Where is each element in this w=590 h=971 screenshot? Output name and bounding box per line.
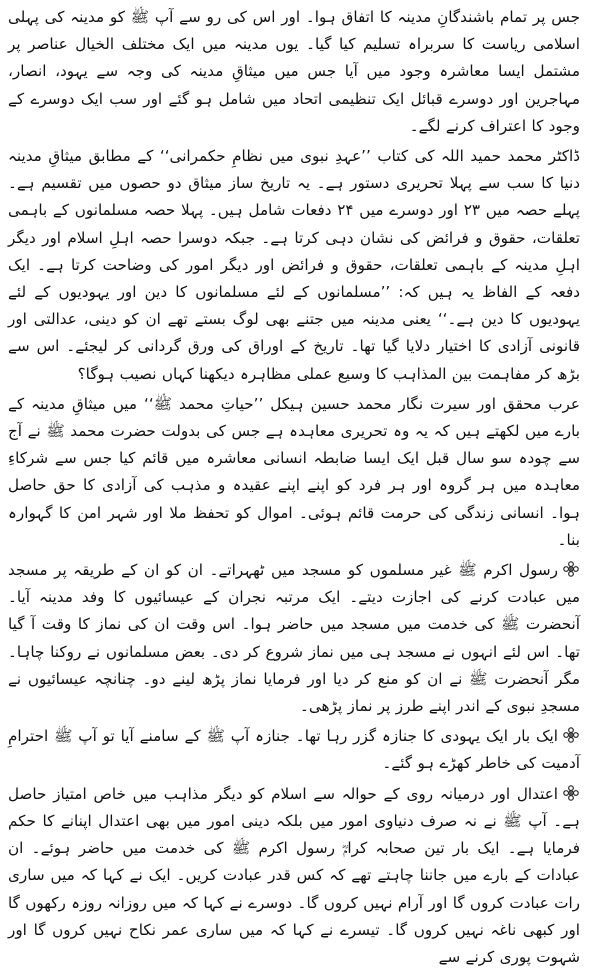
paragraph-text: جس پر تمام باشندگانِ مدینہ کا اتفاق ہوا۔ اور اس کی رو سے آپ ﷺ کو مدینہ کی پہلی اسلامی ریاست کا سربراہ تسلیم کیا گیا۔ یوں مدینہ میں ایک مختلف الخیال عناصر پر مشتمل ایسا معاشرہ وجود میں آیا جس میں میثاقِ مدینہ کی وجہ سے یہود، انصار، مہاجرین اور دوسرے قبائل ایک تنظیمی اتحاد میں شامل ہو گئے اور سب ایک دوسرے کے وجود کا اعتراف کرنے لگے۔ [8, 8, 580, 135]
paragraph-hamidullah-constitution [8, 143, 580, 388]
paragraph-text: ڈاکٹر محمد حمید اللہ کی کتاب ’’عہدِ نبوی میں نظامِ حکمرانی‘‘ کے مطابق میثاقِ مدینہ دنیا کا سب سے پہلا تحریری دستور ہے۔ یہ تاریخ ساز میثاق دو حصوں میں تقسیم ہے۔ پہلے حصہ میں ۲۳ اور دوسرے میں ۲۴ دفعات شامل ہیں۔ پہلا حصہ مسلمانوں کے باہمی تعلقات، حقوق و فرائض کی نشان دہی کرتا ہے۔ جبکہ دوسرا حصہ اہلِ اسلام اور دیگر اہلِ مدینہ کے باہمی تعلقات، حقوق و فرائض اور دیگر امور کی وضاحت کرتا ہے۔ ایک دفعہ کے الفاظ یہ ہیں کہ: ’’مسلمانوں کے لئے مسلمانوں کا دین اور یہودیوں کے لئے یہودیوں کا دین ہے۔‘‘ یعنی مدینہ میں جتنے بھی لوگ بستے تھے ان کو دینی، عدالتی اور قانونی آزادی کا اختیار دلایا گیا تھا۔ تاریخ کے اوراق کی ورق گردانی کر لیجئے۔ اس سے بڑھ کر مفاہمت بین المذاہب کا وسیع عملی مظاہرہ دیکھنا کہاں نصیب ہوگا؟ [8, 147, 580, 383]
paragraph-text: عرب محقق اور سیرت نگار محمد حسین ہیکل ’’حیاتِ محمد ﷺ‘‘ میں میثاقِ مدینہ کے بارے میں لکھتے ہیں کہ یہ وہ تحریری معاہدہ ہے جس کی بدولت حضرت محمد ﷺ نے آج سے چودہ سو سال قبل ایک ایسا ضابطہ انسانی معاشرہ میں قائم کیا جس سے شرکاءِ معاہدہ میں ہر گروہ اور ہر فرد کو اپنے اپنے عقیدہ و مذہب کی آزادی کا حق حاصل ہوا۔ انسانی زندگی کی حرمت قائم ہوئی۔ اموال کو تحفظ ملا اور شہر امن کا گہوارہ بنا۔ [8, 394, 580, 549]
paragraph-text: ایک بار ایک یہودی کا جنازہ گزر رہا تھا۔ جنازہ آپ ﷺ کے سامنے آیا تو آپ ﷺ احترامِ آدمیت کی خاطر کھڑے ہو گئے۔ [8, 727, 580, 773]
paragraph-najran-delegation [8, 557, 580, 720]
paragraph-text: رسول اکرم ﷺ غیر مسلموں کو مسجد میں ٹھہراتے۔ ان کو ان کے طریقہ پر مسجد میں عبادت کرنے کی اجازت دیتے۔ ایک مرتبہ نجران کے عیسائیوں کا وفد مدینہ آیا۔ آنحضرت ﷺ کی خدمت میں مسجد میں حاضر ہوا۔ اس وقت ان کی نماز کا وقت آ گیا تھا۔ اس لئے انہوں نے مسجد ہی میں نماز شروع کر دی۔ بعض مسلمانوں نے روکنا چاہا۔ مگر آنحضرت ﷺ نے ان کو منع کر دیا اور فرمایا نماز پڑھ لینے دو۔ چنانچہ عیسائیوں نے مسجدِ نبوی کے اندر اپنے طرز پر نماز پڑھی۔ [8, 561, 580, 716]
paragraph-jewish-funeral [8, 723, 580, 777]
paragraph-text: اعتدال اور درمیانہ روی کے حوالہ سے اسلام کو دیگر مذاہب میں خاص امتیاز حاصل ہے۔ آپ ﷺ نے نہ صرف دنیاوی امور میں بلکہ دینی امور میں بھی اعتدال اپنانے کا حکم فرمایا ہے۔ ایک بار تین صحابہ کرامؓ رسول اکرم ﷺ کی خدمت میں حاضر ہوئے۔ ان عبادات کے بارے میں جاننا چاہتے تھے کہ کس قدر عبادت کریں۔ ایک نے کہا کہ میں ساری رات عبادت کروں گا اور آرام نہیں کروں گا۔ دوسرے نے کہا کہ میں روزانہ روزہ رکھوں گا اور کبھی ناغہ نہیں کروں گا۔ تیسرے نے کہا کہ میں ساری عمر نکاح نہیں کروں گا اور شہوت پوری کرنے سے [8, 784, 580, 966]
flower-ornament-icon [562, 784, 580, 802]
flower-ornament-icon [562, 726, 580, 744]
paragraph-moderation [8, 781, 580, 971]
paragraph-haykal-quote [8, 391, 580, 554]
flower-ornament-icon [562, 560, 580, 578]
paragraph-recognition-of-state [8, 4, 580, 140]
